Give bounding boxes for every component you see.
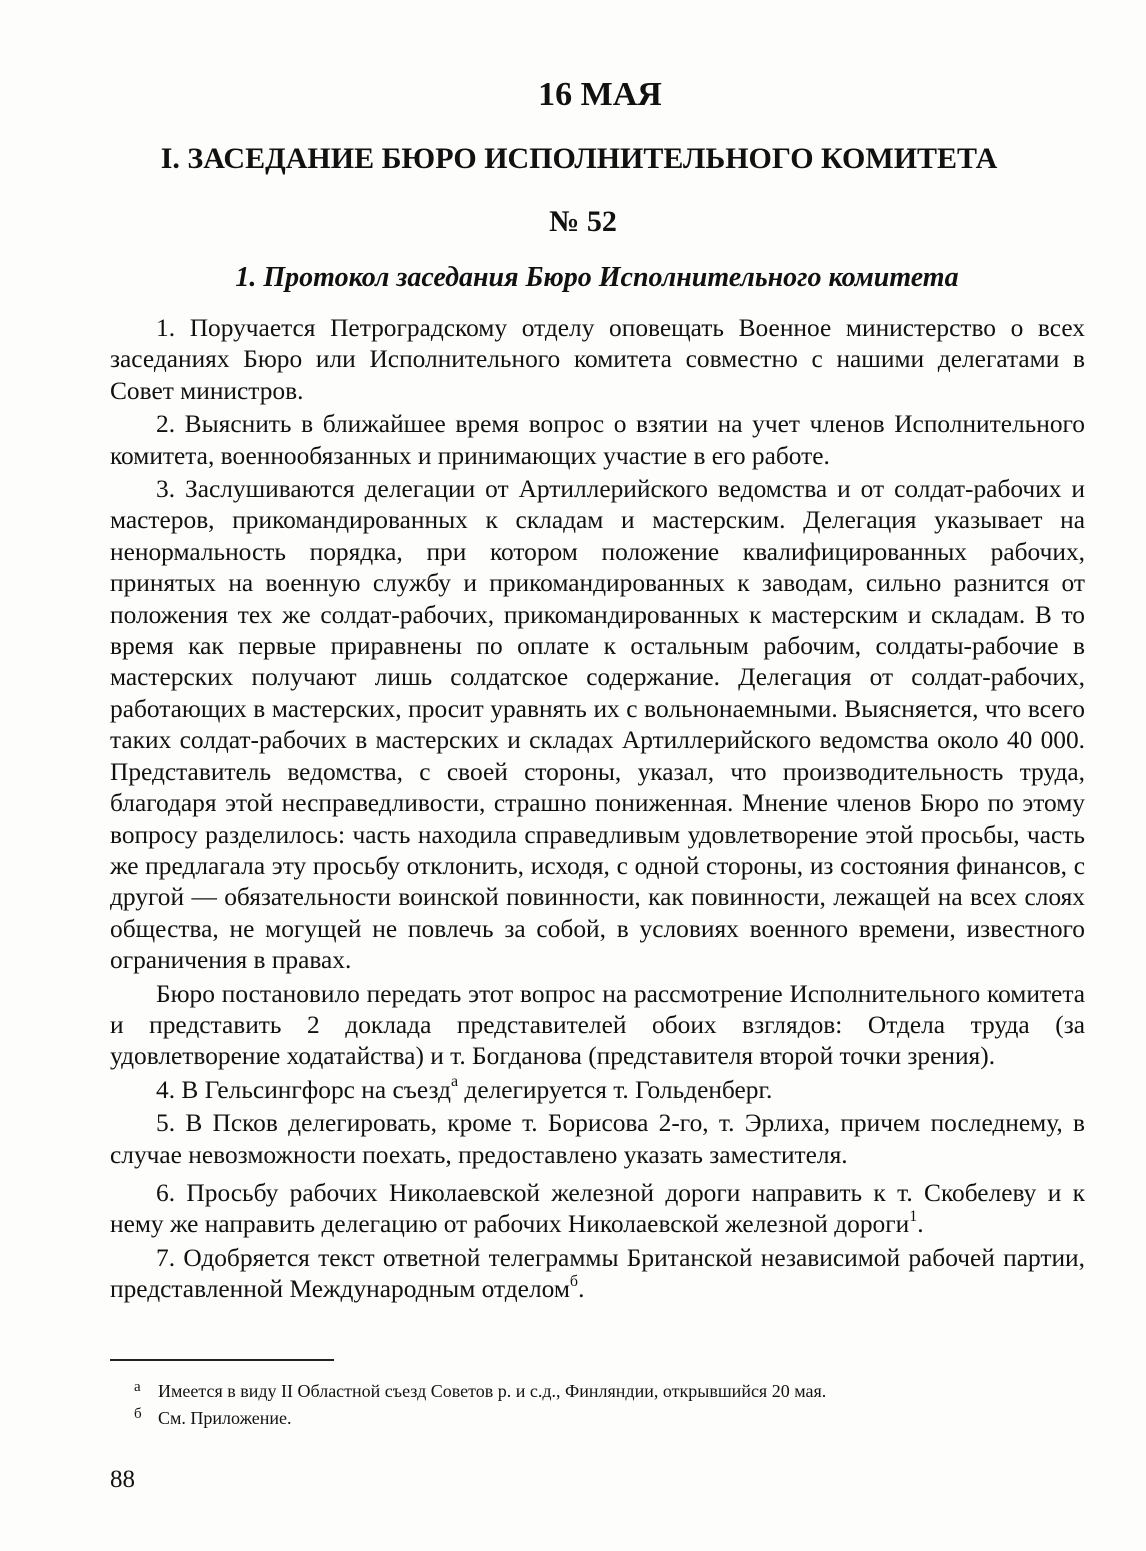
- item-7-tail: .: [578, 1275, 585, 1304]
- item-4-text: 4. В Гельсингфорс на съезд: [156, 1075, 451, 1104]
- footnote-b: [134, 1405, 1084, 1432]
- footnote-ref-b: б: [569, 1272, 579, 1290]
- item-6-tail: .: [917, 1210, 924, 1239]
- item-4-tail: делегируется т. Гольденберг.: [458, 1075, 773, 1104]
- item-5: 5. В Псков делегировать, кроме т. Борисова 2-го, т. Эрлиха, причем последнему, в случае невозможности поехать, предоставлено указать заместителя.: [110, 1109, 1085, 1169]
- footnote-a: [134, 1378, 1084, 1405]
- protocol-subtitle: 1. Протокол заседания Бюро Исполнительного комитета: [235, 262, 959, 293]
- footnotes: [134, 1378, 1084, 1432]
- footnote-mark: а: [134, 1379, 141, 1395]
- item-1: 1. Поручается Петроградскому отделу оповещать Военное министерство о всех заседаниях Бюро или Исполнительного комитета совместно с нашими делегатами в Совет министров.: [110, 314, 1085, 405]
- item-2: 2. Выяснить в ближайшее время вопрос о взятии на учет членов Исполнительного комитета, военнообязанных и принимающих участие в его работе.: [110, 410, 1085, 470]
- footnote-mark: б: [134, 1406, 142, 1422]
- section-heading: I. ЗАСЕДАНИЕ БЮРО ИСПОЛНИТЕЛЬНОГО КОМИТЕТА: [160, 142, 998, 175]
- footnote-text: Имеется в виду II Областной съезд Советов р. и с.д., Финляндии, открывшийся 20 мая.: [158, 1381, 827, 1401]
- footnote-text: См. Приложение.: [158, 1408, 292, 1428]
- date-heading: 16 МАЯ: [538, 76, 662, 113]
- item-6: [110, 1178, 1085, 1241]
- document-number: № 52: [549, 205, 617, 238]
- item-7-text: 7. Одобряется текст ответной телеграммы Британской независимой рабочей партии, представленной Международным отделом: [110, 1243, 1085, 1304]
- protocol-body: [110, 313, 1085, 1308]
- item-3: 3. Заслушиваются делегации от Артиллерийского ведомства и от солдат-рабочих и мастеров, прикомандированных к складам и мастерским. Делегация указывает на ненормальность порядка, при котором положение квалифицированных рабочих, принятых на военную службу и прикомандированных к заводам, сильно разнится от положения тех же солдат-рабочих, прикомандированных к мастерским и складам. В то время как первые приравнены по оплате к остальным рабочим, солдаты-рабочие в мастерских получают лишь солдатское содержание. Делегация от солдат-рабочих, работающих в мастерских, просит уравнять их с вольнонаемными. Выясняется, что всего таких солдат-рабочих в мастерских и складах Артиллерийского ведомства около 40 000. Представитель ведомства, с своей стороны, указал, что производительность труда, благодаря этой несправедливости, страшно пониженная. Мнение членов Бюро по этому вопросу разделилось: часть находила справедливым удовлетворение этой просьбы, часть же предлагала эту просьбу отклонить, исходя, с одной стороны, из состояния финансов, с другой — обязательности воинской повинности, как повинности, лежащей на всех слоях общества, не могущей не повлечь за собой, в условиях военного времени, известного ограничения в правах.: [110, 475, 1085, 975]
- page-number: 88: [110, 1466, 135, 1493]
- footnote-divider: [110, 1359, 334, 1361]
- footnote-ref-a: а: [450, 1073, 459, 1091]
- endnote-ref-1: 1: [909, 1207, 918, 1225]
- item-3-decision: Бюро постановило передать этот вопрос на рассмотрение Исполнительного комитета и представить 2 доклада представителей обоих взглядов: Отдела труда (за удовлетворение ходатайства) и т. Богданова (представителя второй точки зрения).: [110, 979, 1085, 1071]
- item-4: [110, 1075, 1085, 1106]
- item-7: [110, 1243, 1085, 1306]
- item-6-text: 6. Просьбу рабочих Николаевской железной дороги направить к т. Скобелеву и к нему же направить делегацию от рабочих Николаевской железной дороги: [110, 1178, 1085, 1239]
